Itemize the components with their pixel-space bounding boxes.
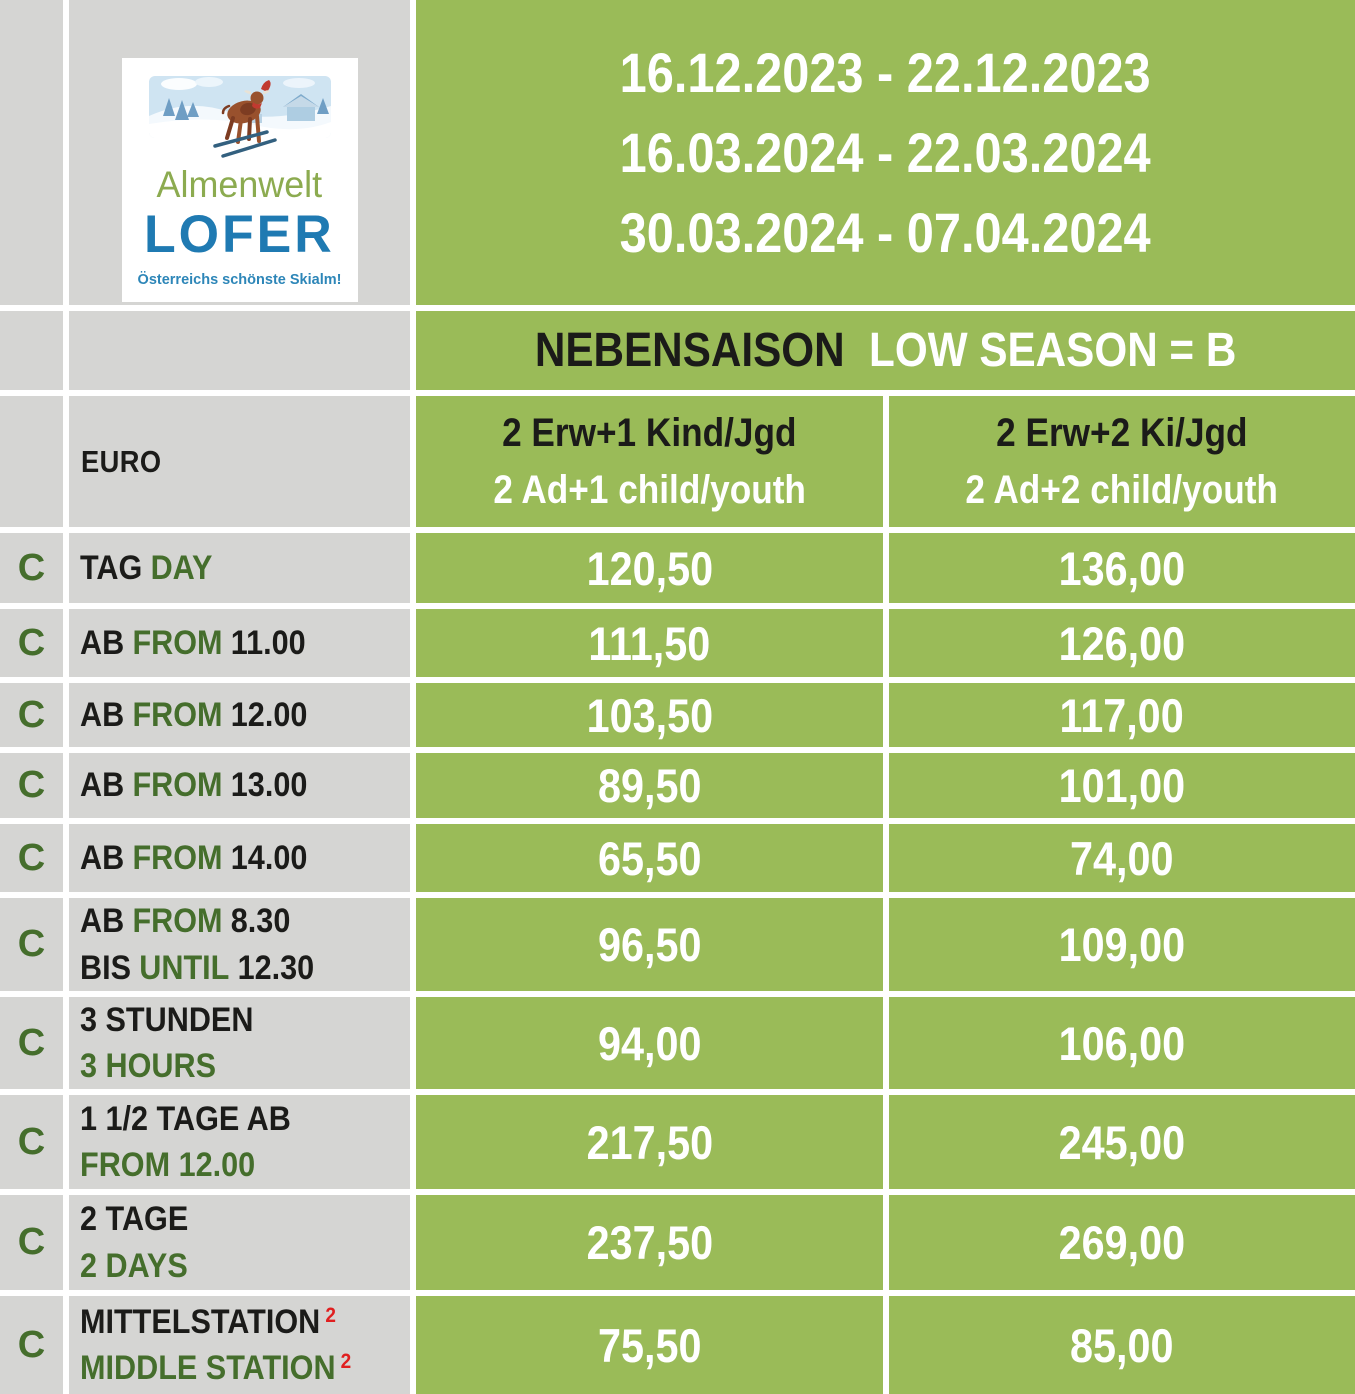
- ticket-label-text: 3 STUNDEN: [80, 1000, 254, 1039]
- currency-label: EURO: [81, 443, 162, 479]
- price-cell: [889, 1095, 1355, 1189]
- column-header-family-2: [889, 396, 1355, 527]
- ticket-label-cell: [69, 753, 410, 818]
- price-value: 136,00: [1058, 541, 1186, 595]
- price-cell: [416, 1296, 883, 1394]
- price-cell: [889, 753, 1355, 818]
- ticket-label-cell: [69, 683, 410, 747]
- season-label: [535, 323, 1237, 378]
- ticket-label-text: DAY: [150, 548, 213, 587]
- price-value: 89,50: [597, 759, 702, 812]
- category-cell: C: [0, 753, 63, 818]
- price-value: 75,50: [597, 1318, 702, 1372]
- ticket-label-cell: [69, 1095, 410, 1189]
- ticket-label-text: 8.30: [230, 902, 291, 941]
- ticket-label-cell: [69, 533, 410, 603]
- ticket-label-line: [80, 1142, 377, 1188]
- price-cell: [416, 898, 883, 991]
- currency-cell: [69, 396, 410, 527]
- ticket-label-line: [80, 762, 377, 808]
- price-value: 245,00: [1058, 1115, 1186, 1169]
- price-value: 126,00: [1058, 616, 1186, 670]
- ticket-label-text: 12.00: [230, 695, 308, 734]
- logo-illustration: [149, 76, 331, 164]
- category-cell: C: [0, 533, 63, 603]
- price-value: 109,00: [1058, 918, 1186, 971]
- brand-tagline: Österreichs schönste Skialm!: [137, 272, 342, 288]
- price-value: 74,00: [1070, 831, 1174, 885]
- price-cell: [889, 683, 1355, 747]
- ticket-label-text: 11.00: [230, 623, 306, 662]
- ticket-label-line: [80, 1196, 377, 1242]
- price-cell: [889, 824, 1355, 892]
- price-cell: [416, 1095, 883, 1189]
- category-cell: C: [0, 1195, 63, 1290]
- price-value: 101,00: [1058, 759, 1186, 812]
- ticket-label-text: FROM: [132, 838, 223, 877]
- spacer-cell: [0, 311, 63, 390]
- ticket-label-text: BIS: [80, 948, 132, 987]
- category-cell: C: [0, 997, 63, 1089]
- ticket-label-cell: [69, 997, 410, 1089]
- column-header-en: 2 Ad+1 child/youth: [493, 467, 806, 512]
- price-cell: [416, 609, 883, 677]
- price-cell: [889, 533, 1355, 603]
- ticket-label-text: TAG: [80, 548, 143, 587]
- ticket-label-line: [80, 545, 377, 591]
- ticket-label-line: [80, 692, 377, 738]
- price-cell: [889, 997, 1355, 1089]
- header-corner-cell: [0, 0, 63, 305]
- price-cell: [889, 609, 1355, 677]
- ticket-label-text: 2 DAYS: [80, 1246, 188, 1285]
- ticket-label-text: 12.30: [237, 948, 315, 987]
- ticket-label-line: [80, 997, 377, 1043]
- price-cell: [416, 753, 883, 818]
- ticket-label-line: [80, 620, 377, 666]
- date-range: 16.12.2023 - 22.12.2023: [620, 41, 1151, 104]
- ticket-label-line: [80, 1243, 377, 1289]
- ticket-label-cell: [69, 1195, 410, 1290]
- price-value: 96,50: [597, 918, 702, 971]
- brand-name-main: LOFER: [144, 205, 335, 264]
- price-value: 103,50: [586, 688, 713, 742]
- ticket-label-line: [80, 1096, 377, 1142]
- category-cell: C: [0, 824, 63, 892]
- ticket-label-cell: [69, 1296, 410, 1394]
- price-value: 117,00: [1059, 688, 1185, 742]
- ticket-label-text: MITTELSTATION: [80, 1302, 321, 1341]
- ticket-label-text: 13.00: [230, 766, 308, 805]
- category-cell: C: [0, 1296, 63, 1394]
- validity-dates-header: [416, 0, 1355, 305]
- ticket-label-cell: [69, 898, 410, 991]
- price-value: 106,00: [1058, 1016, 1186, 1070]
- price-cell: [416, 683, 883, 747]
- category-cell: C: [0, 683, 63, 747]
- column-header-de: 2 Erw+2 Ki/Jgd: [996, 410, 1248, 455]
- column-header-en: 2 Ad+2 child/youth: [965, 467, 1279, 512]
- ticket-label-text: AB: [80, 623, 125, 662]
- logo-cell: [69, 0, 410, 305]
- category-cell: C: [0, 898, 63, 991]
- season-label-en: LOW SEASON = B: [868, 324, 1237, 377]
- ticket-label-text: FROM: [132, 766, 223, 805]
- category-cell: C: [0, 1095, 63, 1189]
- price-cell: [416, 824, 883, 892]
- column-header-family-1: [416, 396, 883, 527]
- ticket-label-text: FROM 12.00: [80, 1146, 256, 1184]
- ticket-label-text: FROM: [132, 623, 223, 662]
- price-value: 65,50: [597, 831, 702, 885]
- date-range: 16.03.2024 - 22.03.2024: [620, 121, 1151, 184]
- price-value: 85,00: [1070, 1318, 1174, 1372]
- season-banner: [416, 311, 1355, 390]
- price-cell: [416, 997, 883, 1089]
- price-value: 217,50: [586, 1115, 713, 1169]
- ticket-label-text: MIDDLE STATION: [80, 1349, 336, 1387]
- season-label-de: NEBENSAISON: [534, 324, 845, 377]
- ticket-label-text: 14.00: [230, 838, 308, 877]
- ticket-label-line: [80, 1043, 377, 1089]
- logo: [122, 58, 358, 302]
- date-range: 30.03.2024 - 07.04.2024: [620, 201, 1151, 264]
- ticket-label-line: [80, 898, 377, 944]
- ticket-label-text: UNTIL: [139, 948, 230, 987]
- ticket-label-text: AB: [80, 766, 125, 805]
- column-header-de: 2 Erw+1 Kind/Jgd: [502, 410, 797, 455]
- ticket-label-line: [80, 835, 377, 881]
- price-value: 94,00: [597, 1016, 702, 1070]
- price-value: 111,50: [588, 616, 711, 670]
- ticket-label-text: 3 HOURS: [80, 1047, 217, 1085]
- ticket-label-line: [80, 1299, 377, 1345]
- price-cell: [889, 1195, 1355, 1290]
- ticket-label-text: AB: [80, 902, 125, 941]
- ticket-label-text: AB: [80, 695, 125, 734]
- brand-name-top: Almenwelt: [156, 164, 323, 205]
- price-cell: [416, 1195, 883, 1290]
- footnote-marker: 2: [325, 1304, 336, 1328]
- ticket-label-text: AB: [80, 838, 125, 877]
- category-cell: C: [0, 609, 63, 677]
- ticket-label-line: [80, 1345, 377, 1391]
- ticket-label-cell: [69, 609, 410, 677]
- spacer-cell: [0, 396, 63, 527]
- spacer-cell: [69, 311, 410, 390]
- footnote-marker: 2: [340, 1350, 352, 1374]
- price-cell: [889, 898, 1355, 991]
- ticket-label-text: FROM: [132, 695, 223, 734]
- price-cell: [889, 1296, 1355, 1394]
- price-value: 237,50: [586, 1216, 713, 1269]
- ticket-label-cell: [69, 824, 410, 892]
- ticket-label-line: [80, 945, 377, 991]
- price-value: 120,50: [586, 541, 713, 595]
- price-value: 269,00: [1058, 1216, 1186, 1269]
- price-cell: [416, 533, 883, 603]
- ticket-label-text: 2 TAGE: [80, 1200, 189, 1239]
- ticket-label-text: FROM: [132, 902, 223, 941]
- ticket-label-text: 1 1/2 TAGE AB: [80, 1099, 291, 1138]
